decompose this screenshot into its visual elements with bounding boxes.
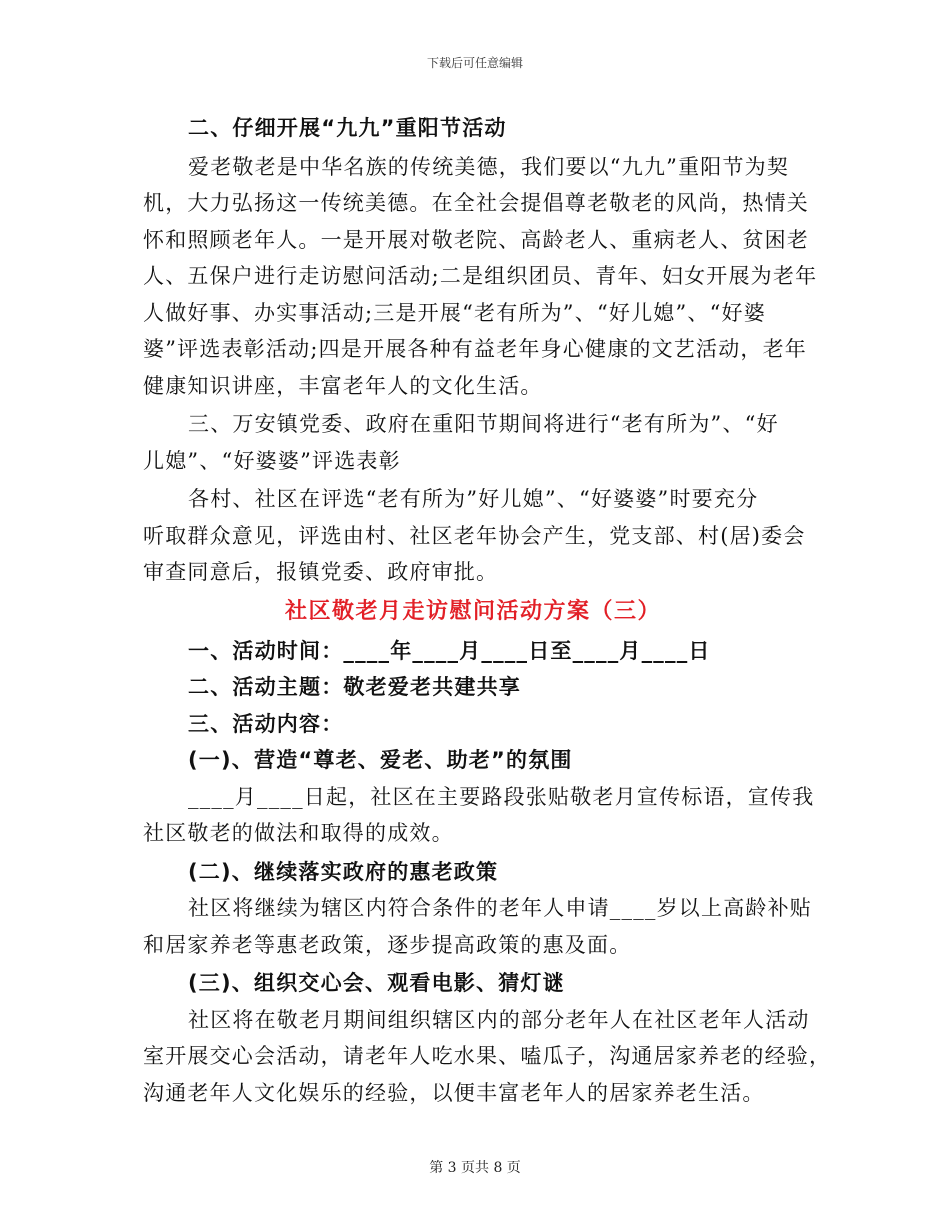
paragraph-line: ____月____日起，社区在主要路段张贴敬老月宣传标语，宣传我 <box>188 784 815 809</box>
paragraph-line: 各村、社区在评选“老有所为”好儿媳”、“好婆婆”时要充分 <box>188 487 759 511</box>
paragraph-line: 社区敬老的做法和取得的成效。 <box>143 821 454 845</box>
paragraph-line: 社区将继续为辖区内符合条件的老年人申请____岁以上高龄补贴 <box>188 896 812 920</box>
paragraph-line: 听取群众意见，评选由村、社区老年协会产生，党支部、村(居)委会 <box>143 523 806 548</box>
paragraph-line: 机，大力弘扬这一传统美德。在全社会提倡尊老敬老的风尚，热情关 <box>143 191 809 215</box>
paragraph-line: 爱老敬老是中华名族的传统美德，我们要以“九九”重阳节为契 <box>188 154 790 179</box>
paragraph-line: 社区将在敬老月期间组织辖区内的部分老年人在社区老年人活动 <box>188 1007 810 1032</box>
paragraph-line: 沟通老年人文化娱乐的经验，以便丰富老年人的居家养老生活。 <box>143 1080 765 1105</box>
paragraph-line: 怀和照顾老年人。一是开展对敬老院、高龄老人、重病老人、贫困老 <box>143 227 809 252</box>
subsection-heading-1: (一)、营造“尊老、爱老、助老”的氛围 <box>188 748 573 772</box>
paragraph-line: 人、五保户进行走访慰问活动;二是组织团员、青年、妇女开展为老年 <box>143 264 818 288</box>
paragraph-line: 儿媳”、“好婆婆”评选表彰 <box>143 448 401 473</box>
paragraph-line: 三、万安镇党委、政府在重阳节期间将进行“老有所为”、“好 <box>188 412 779 436</box>
subsection-heading-3: (三)、组织交心会、观看电影、猜灯谜 <box>188 971 565 995</box>
activity-content-heading: 三、活动内容： <box>188 711 344 736</box>
page-header: 下载后可任意编辑 <box>426 56 523 70</box>
paragraph-line: 和居家养老等惠老政策，逐步提高政策的惠及面。 <box>143 932 632 957</box>
paragraph-line: 婆”评选表彰活动;四是开展各种有益老年身心健康的文艺活动，老年 <box>143 337 808 361</box>
paragraph-line: 室开展交心会活动，请老年人吃水果、嗑瓜子，沟通居家养老的经验， <box>143 1044 832 1068</box>
paragraph-line: 健康知识讲座，丰富老年人的文化生活。 <box>143 373 543 398</box>
activity-time: 一、活动时间：____年____月____日至____月____日 <box>188 638 711 663</box>
section-heading-2: 二、仔细开展“九九”重阳节活动 <box>188 116 507 140</box>
subsection-heading-2: (二)、继续落实政府的惠老政策 <box>188 859 499 884</box>
plan-title: 社区敬老月走访慰问活动方案（三） <box>284 598 661 624</box>
paragraph-line: 人做好事、办实事活动;三是开展“老有所为”、“好儿媳”、“好婆 <box>143 300 766 325</box>
paragraph-line: 审查同意后，报镇党委、政府审批。 <box>143 560 499 584</box>
page-footer: 第 3 页共 8 页 <box>429 1160 521 1176</box>
document-body <box>143 110 832 1111</box>
activity-theme: 二、活动主题：敬老爱老共建共享 <box>188 675 521 699</box>
